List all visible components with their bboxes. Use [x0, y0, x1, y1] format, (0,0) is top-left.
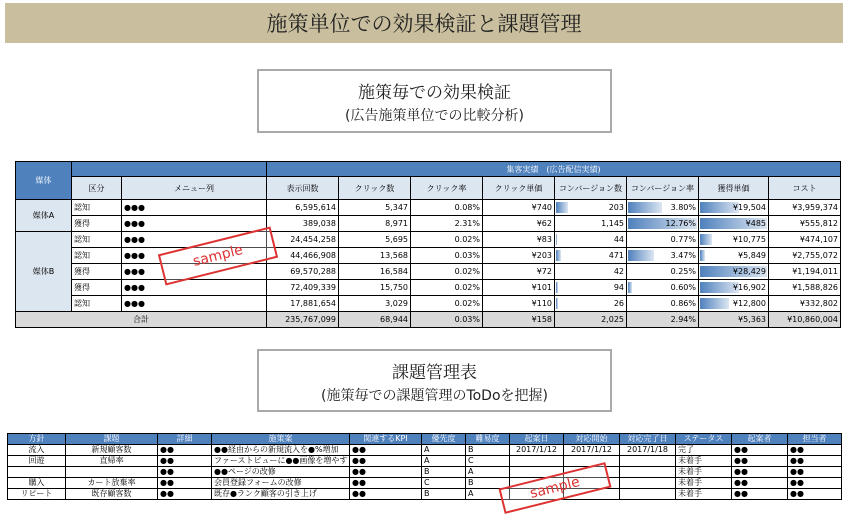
value-text: ¥110	[531, 299, 552, 308]
column-header: 獲得単価	[699, 177, 769, 200]
menu-cell: ●●●	[122, 248, 267, 264]
table-row	[16, 216, 841, 232]
value-cell	[769, 280, 841, 296]
value-cell	[769, 216, 841, 232]
task-cell: ●●	[158, 467, 212, 478]
task-cell: 回遊	[8, 456, 66, 467]
table-row	[16, 200, 841, 216]
value-text: 72,409,339	[290, 283, 336, 292]
value-cell	[411, 200, 483, 216]
value-text: ¥203	[531, 251, 552, 260]
value-cell	[699, 216, 769, 232]
task-cell: ●●	[350, 489, 422, 500]
kubun-cell: 認知	[72, 296, 122, 312]
task-cell: 流入	[8, 445, 66, 456]
value-cell	[339, 264, 411, 280]
task-cell	[620, 478, 676, 489]
task-cell: B	[466, 478, 510, 489]
value-cell	[769, 264, 841, 280]
section-subheading: (広告施策単位での比較分析)	[345, 108, 524, 124]
data-bar	[700, 298, 729, 309]
task-cell: ●●	[350, 456, 422, 467]
task-column-header: 優先度	[422, 434, 466, 445]
task-cell: C	[466, 456, 510, 467]
task-row	[8, 467, 842, 478]
task-cell: ●●	[158, 478, 212, 489]
task-cell: 未着手	[676, 467, 732, 478]
value-text: ¥16,902	[732, 283, 766, 292]
value-cell	[699, 280, 769, 296]
value-text: ¥5,849	[738, 251, 766, 260]
value-text: ¥474,107	[799, 235, 838, 244]
value-text: 5,347	[385, 203, 408, 212]
value-text: 16,584	[380, 267, 408, 276]
value-cell	[267, 280, 339, 296]
task-cell: ●●	[788, 445, 842, 456]
value-cell	[627, 296, 699, 312]
task-cell: ●●	[788, 467, 842, 478]
value-text: 0.03%	[454, 251, 480, 260]
task-cell: ●●	[732, 489, 788, 500]
data-bar	[628, 250, 654, 261]
task-cell: ●●	[732, 445, 788, 456]
value-text: 17,881,654	[290, 299, 336, 308]
value-cell	[769, 296, 841, 312]
value-text: ¥28,429	[732, 267, 766, 276]
value-text: 0.60%	[670, 283, 696, 292]
value-text: ¥83	[536, 235, 552, 244]
task-cell: 2017/1/18	[620, 445, 676, 456]
value-text: 3,029	[385, 299, 408, 308]
task-cell: B	[422, 467, 466, 478]
kubun-cell: 獲得	[72, 216, 122, 232]
column-header: クリック数	[339, 177, 411, 200]
task-row	[8, 489, 842, 500]
task-column-header: 方針	[8, 434, 66, 445]
results-table	[15, 161, 841, 328]
total-cell: 235,767,099	[267, 312, 339, 328]
value-text: 0.86%	[670, 299, 696, 308]
task-column-header: ステータス	[676, 434, 732, 445]
task-cell: 完了	[676, 445, 732, 456]
value-text: 69,570,288	[290, 267, 336, 276]
header-group: 集客実績 (広告配信実績)	[267, 162, 841, 177]
task-column-header: 起案者	[732, 434, 788, 445]
value-text: ¥72	[536, 267, 552, 276]
column-header: クリック率	[411, 177, 483, 200]
data-bar	[556, 250, 561, 261]
total-label: 合計	[16, 312, 267, 328]
total-cell: 0.03%	[411, 312, 483, 328]
value-cell	[769, 200, 841, 216]
task-table	[7, 433, 842, 500]
table-row	[16, 264, 841, 280]
value-cell	[627, 264, 699, 280]
value-cell	[699, 232, 769, 248]
value-cell	[483, 296, 555, 312]
task-cell: 未着手	[676, 456, 732, 467]
value-cell	[555, 296, 627, 312]
value-text: 0.25%	[670, 267, 696, 276]
task-column-header: 対応開始	[564, 434, 620, 445]
header-blank	[72, 162, 267, 177]
task-cell: 未着手	[676, 489, 732, 500]
value-cell	[627, 280, 699, 296]
task-cell: 新規顧客数	[66, 445, 158, 456]
value-text: 389,038	[302, 219, 336, 228]
value-cell	[555, 248, 627, 264]
task-cell: 既存●ランク顧客の引き上げ	[212, 489, 350, 500]
value-text: ¥62	[536, 219, 552, 228]
value-text: 2.31%	[454, 219, 480, 228]
task-cell: 購入	[8, 478, 66, 489]
value-cell	[267, 296, 339, 312]
task-cell: 会員登録フォームの改修	[212, 478, 350, 489]
task-cell: ●●	[350, 478, 422, 489]
task-cell	[8, 467, 66, 478]
task-column-header: 難易度	[466, 434, 510, 445]
task-cell: ●●	[158, 489, 212, 500]
value-cell	[339, 200, 411, 216]
value-cell	[483, 200, 555, 216]
value-text: 42	[613, 267, 624, 276]
value-text: 5,695	[385, 235, 408, 244]
value-cell	[555, 216, 627, 232]
value-text: ¥101	[531, 283, 552, 292]
sample-stamp: sample	[158, 226, 278, 285]
total-cell: 2.94%	[627, 312, 699, 328]
value-cell	[769, 248, 841, 264]
kubun-cell: 認知	[72, 232, 122, 248]
task-column-header: 関連するKPI	[350, 434, 422, 445]
value-text: 0.02%	[454, 283, 480, 292]
data-bar	[700, 250, 705, 261]
value-text: 0.02%	[454, 267, 480, 276]
section-heading: 施策毎での効果検証	[358, 83, 511, 103]
value-text: 0.02%	[454, 299, 480, 308]
task-cell: ●●	[732, 478, 788, 489]
task-cell: カート放棄率	[66, 478, 158, 489]
value-cell	[699, 248, 769, 264]
value-cell	[411, 216, 483, 232]
task-cell: ●●	[350, 467, 422, 478]
column-header: クリック単価	[483, 177, 555, 200]
task-cell: ●●	[788, 456, 842, 467]
kubun-cell: 獲得	[72, 280, 122, 296]
total-cell: ¥10,860,004	[769, 312, 841, 328]
value-text: ¥12,800	[732, 299, 766, 308]
value-cell	[627, 216, 699, 232]
value-text: ¥2,755,072	[792, 251, 838, 260]
section-box-effect	[257, 69, 612, 133]
value-text: ¥332,802	[799, 299, 838, 308]
menu-cell: ●●●	[122, 264, 267, 280]
task-row	[8, 456, 842, 467]
value-cell	[339, 280, 411, 296]
task-cell	[620, 456, 676, 467]
page-title: 施策単位での効果検証と課題管理	[5, 3, 843, 43]
value-cell	[555, 200, 627, 216]
value-cell	[483, 216, 555, 232]
data-bar	[628, 202, 662, 213]
task-cell: ●●	[732, 456, 788, 467]
task-column-header: 担当者	[788, 434, 842, 445]
value-text: 0.02%	[454, 235, 480, 244]
value-text: ¥1,194,011	[792, 267, 838, 276]
value-cell	[411, 232, 483, 248]
value-cell	[483, 248, 555, 264]
header-media: 媒体	[16, 162, 72, 200]
value-text: 94	[613, 283, 624, 292]
sample-stamp: sample	[498, 462, 611, 514]
value-text: ¥1,588,826	[792, 283, 838, 292]
value-cell	[339, 232, 411, 248]
total-cell: ¥5,363	[699, 312, 769, 328]
value-text: 24,454,258	[290, 235, 336, 244]
value-text: ¥10,775	[732, 235, 766, 244]
value-cell	[267, 200, 339, 216]
task-cell: ●●	[732, 467, 788, 478]
value-text: 471	[608, 251, 624, 260]
value-text: ¥19,504	[732, 203, 766, 212]
value-cell	[555, 280, 627, 296]
task-row	[8, 445, 842, 456]
task-cell: 2017/1/12	[564, 445, 620, 456]
table-row	[16, 280, 841, 296]
task-cell: 2017/1/12	[510, 445, 564, 456]
value-text: 8,971	[385, 219, 408, 228]
value-cell	[483, 264, 555, 280]
header-kubun: 区分	[72, 177, 122, 200]
menu-cell: ●●●	[122, 296, 267, 312]
menu-cell: ●●●	[122, 200, 267, 216]
task-cell: 既存顧客数	[66, 489, 158, 500]
value-cell	[699, 264, 769, 280]
menu-cell: ●●●	[122, 216, 267, 232]
task-cell	[620, 489, 676, 500]
section-subheading: (施策毎での課題管理のToDoを把握)	[320, 388, 548, 404]
value-cell	[627, 200, 699, 216]
task-cell: B	[422, 489, 466, 500]
section-heading: 課題管理表	[392, 363, 477, 383]
value-cell	[411, 264, 483, 280]
value-cell	[627, 248, 699, 264]
value-text: 3.47%	[670, 251, 696, 260]
task-cell: ●●	[158, 456, 212, 467]
value-text: 3.80%	[670, 203, 696, 212]
task-column-header: 対応完了日	[620, 434, 676, 445]
data-bar	[700, 234, 712, 245]
value-cell	[411, 296, 483, 312]
task-cell	[66, 467, 158, 478]
table-row	[16, 296, 841, 312]
value-text: 6,595,614	[295, 203, 336, 212]
value-text: ¥3,959,374	[792, 203, 838, 212]
task-column-header: 詳細	[158, 434, 212, 445]
task-column-header: 起案日	[510, 434, 564, 445]
value-cell	[267, 216, 339, 232]
task-cell: C	[422, 478, 466, 489]
task-column-header: 課題	[66, 434, 158, 445]
column-header: コスト	[769, 177, 841, 200]
task-cell: 直帰率	[66, 456, 158, 467]
value-cell	[555, 232, 627, 248]
task-cell: ●●	[788, 478, 842, 489]
table-row	[16, 248, 841, 264]
value-cell	[627, 232, 699, 248]
value-cell	[411, 248, 483, 264]
value-cell	[339, 216, 411, 232]
value-cell	[699, 200, 769, 216]
data-bar	[556, 202, 568, 213]
value-text: ¥740	[531, 203, 552, 212]
value-cell	[339, 296, 411, 312]
value-cell	[699, 296, 769, 312]
task-cell: 未着手	[676, 478, 732, 489]
menu-cell: ●●●	[122, 280, 267, 296]
data-bar	[628, 282, 632, 293]
total-row	[16, 312, 841, 328]
value-text: 15,750	[380, 283, 408, 292]
value-text: 44	[613, 235, 624, 244]
total-cell: 2,025	[555, 312, 627, 328]
task-cell: A	[422, 445, 466, 456]
value-text: 203	[608, 203, 624, 212]
value-text: ¥485	[745, 219, 766, 228]
value-cell	[769, 232, 841, 248]
value-cell	[267, 232, 339, 248]
value-text: 26	[613, 299, 624, 308]
task-row	[8, 478, 842, 489]
value-cell	[483, 232, 555, 248]
value-text: 13,568	[380, 251, 408, 260]
total-cell: 68,944	[339, 312, 411, 328]
value-cell	[411, 280, 483, 296]
value-text: 0.77%	[670, 235, 696, 244]
task-cell: ファーストビューに●●画像を増やす	[212, 456, 350, 467]
kubun-cell: 認知	[72, 200, 122, 216]
task-cell: ●●	[350, 445, 422, 456]
task-column-header: 施策案	[212, 434, 350, 445]
task-cell: リピート	[8, 489, 66, 500]
column-header: コンバージョン数	[555, 177, 627, 200]
value-text: 12.76%	[665, 219, 696, 228]
value-cell	[555, 264, 627, 280]
task-cell: ●●	[788, 489, 842, 500]
menu-cell: ●●●	[122, 232, 267, 248]
task-cell: ●●経由からの新規流入を●%増加	[212, 445, 350, 456]
value-cell	[483, 280, 555, 296]
media-label: 媒体A	[16, 200, 72, 232]
total-cell: ¥158	[483, 312, 555, 328]
value-text: 1,145	[601, 219, 624, 228]
task-cell	[620, 467, 676, 478]
value-cell	[339, 248, 411, 264]
task-cell: B	[466, 445, 510, 456]
media-label: 媒体B	[16, 232, 72, 312]
task-cell: ●●ページの改修	[212, 467, 350, 478]
task-cell	[510, 456, 564, 467]
value-text: 0.08%	[454, 203, 480, 212]
task-cell: ●●	[158, 445, 212, 456]
header-menu: メニュー列	[122, 177, 267, 200]
kubun-cell: 認知	[72, 248, 122, 264]
task-cell: A	[422, 456, 466, 467]
task-cell: A	[466, 467, 510, 478]
kubun-cell: 獲得	[72, 264, 122, 280]
value-text: 44,466,908	[290, 251, 336, 260]
column-header: 表示回数	[267, 177, 339, 200]
value-text: ¥555,812	[799, 219, 838, 228]
column-header: コンバージョン率	[627, 177, 699, 200]
section-box-task	[257, 349, 612, 412]
data-bar	[556, 282, 558, 293]
table-row	[16, 232, 841, 248]
task-cell: A	[466, 489, 510, 500]
data-bar	[556, 298, 558, 309]
value-cell	[267, 264, 339, 280]
